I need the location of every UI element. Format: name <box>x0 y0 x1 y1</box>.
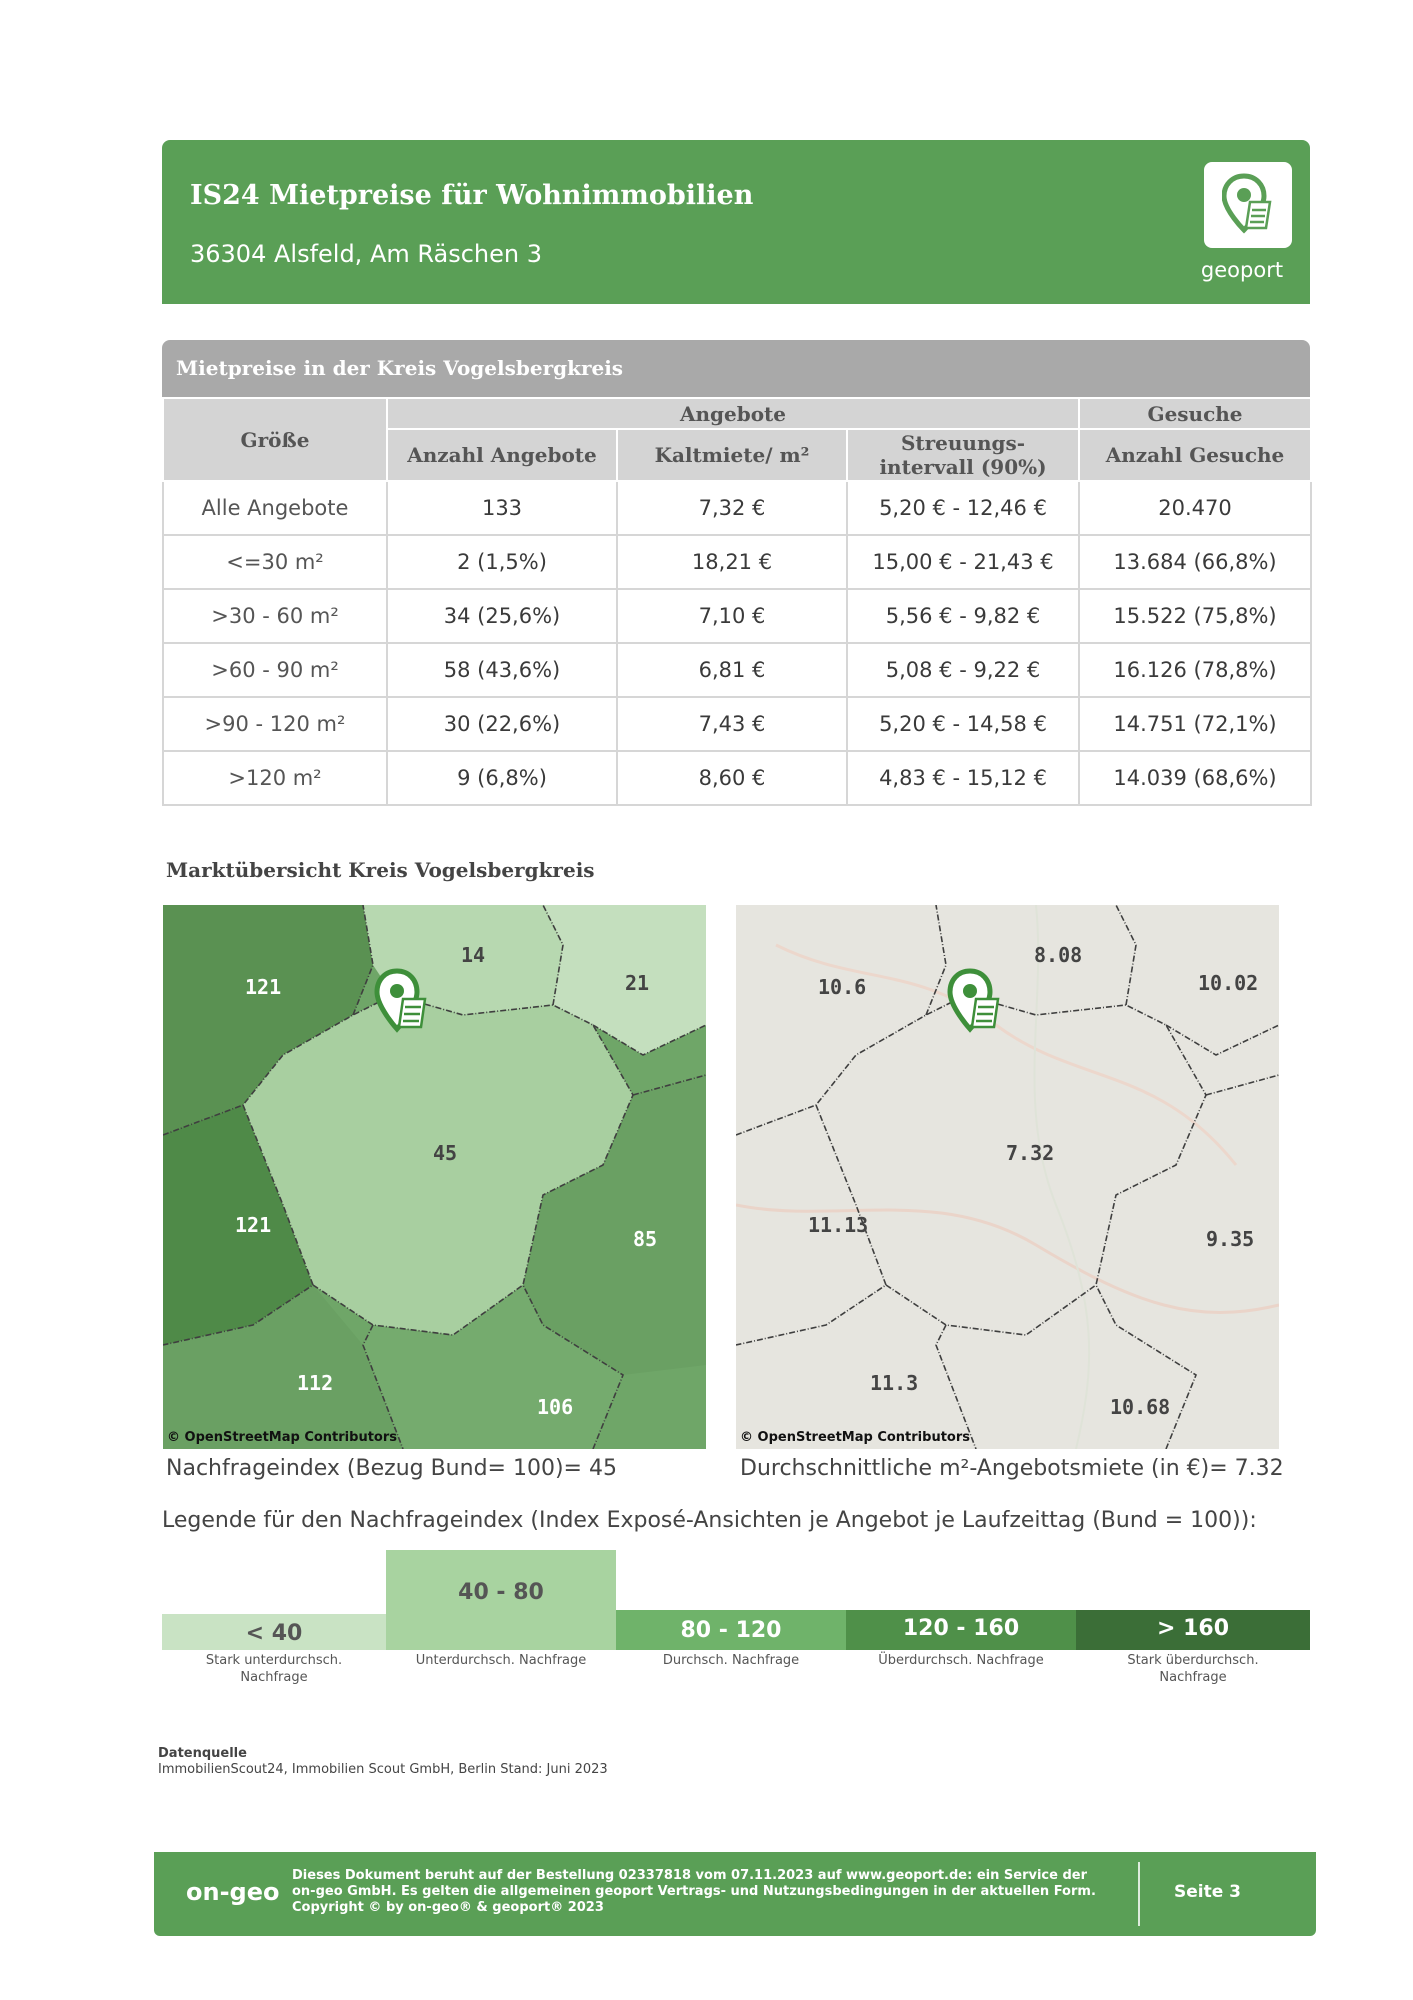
page-number: Seite 3 <box>1174 1882 1242 1902</box>
map-label: 9.35 <box>1206 1227 1255 1251</box>
col-streuung-line1: Streuungs- <box>900 431 1026 455</box>
col-kaltmiete: Kaltmiete/ m² <box>617 429 847 481</box>
report-address: 36304 Alsfeld, Am Räschen 3 <box>190 240 543 268</box>
source-heading: Datenquelle <box>158 1746 247 1761</box>
cell-streuung: 5,20 € - 14,58 € <box>847 697 1079 751</box>
legend-title: Legende für den Nachfrageindex (Index Exposé-Ansichten je Angebot je Laufzeittag (Bund = 100)): <box>162 1508 1257 1533</box>
map-label: 85 <box>633 1227 658 1251</box>
demand-index-map <box>163 905 706 1449</box>
table-caption: Mietpreise in der Kreis Vogelsbergkreis <box>162 340 1310 397</box>
table-row <box>163 751 1311 805</box>
legend-range: < 40 <box>245 1621 303 1646</box>
legend-segment <box>616 1610 846 1650</box>
location-pin-icon <box>373 967 429 1039</box>
cell-kaltmiete: 7,10 € <box>617 589 847 643</box>
map-label: 11.3 <box>870 1371 919 1395</box>
legend-segment <box>162 1614 386 1650</box>
average-rent-caption: Durchschnittliche m²-Angebotsmiete (in €)= 7.32 <box>740 1456 1284 1481</box>
cell-gesuche: 14.039 (68,6%) <box>1079 751 1311 805</box>
cell-streuung: 5,08 € - 9,22 € <box>847 643 1079 697</box>
map-label: 10.6 <box>818 975 867 999</box>
cell-kaltmiete: 18,21 € <box>617 535 847 589</box>
cell-groesse: <=30 m² <box>163 535 387 589</box>
cell-gesuche: 15.522 (75,8%) <box>1079 589 1311 643</box>
cell-angebote: 58 (43,6%) <box>387 643 617 697</box>
group-angebote: Angebote <box>387 398 1079 429</box>
map-label: 45 <box>433 1141 458 1165</box>
osm-credit: © OpenStreetMap Contributors <box>740 1430 970 1445</box>
cell-groesse: >120 m² <box>163 751 387 805</box>
col-anzahl-angebote: Anzahl Angebote <box>387 429 617 481</box>
cell-kaltmiete: 7,32 € <box>617 481 847 535</box>
page-footer <box>154 1852 1316 1936</box>
cell-angebote: 9 (6,8%) <box>387 751 617 805</box>
cell-angebote: 34 (25,6%) <box>387 589 617 643</box>
map-label: 121 <box>245 975 282 999</box>
cell-groesse: >90 - 120 m² <box>163 697 387 751</box>
geoport-logo-text: geoport <box>1200 258 1284 282</box>
cell-gesuche: 16.126 (78,8%) <box>1079 643 1311 697</box>
map-label: 21 <box>625 971 650 995</box>
map-label: 10.02 <box>1198 971 1259 995</box>
table-row <box>163 643 1311 697</box>
map-label: 121 <box>235 1213 272 1237</box>
legend-range: 40 - 80 <box>458 1580 544 1605</box>
cell-angebote: 2 (1,5%) <box>387 535 617 589</box>
cell-groesse: >30 - 60 m² <box>163 589 387 643</box>
map-label: 14 <box>461 943 486 967</box>
legend-desc: Durchsch. Nachfrage <box>662 1653 800 1668</box>
rent-price-table <box>162 340 1310 806</box>
cell-kaltmiete: 7,43 € <box>617 697 847 751</box>
map-label: 8.08 <box>1034 943 1083 967</box>
table-row <box>163 481 1311 535</box>
demand-index-caption: Nachfrageindex (Bezug Bund= 100)= 45 <box>166 1456 617 1481</box>
map-label: 10.68 <box>1110 1395 1171 1419</box>
legend-desc: Überdurchsch. Nachfrage <box>878 1653 1044 1668</box>
map-pin-icon <box>1222 172 1274 238</box>
cell-kaltmiete: 6,81 € <box>617 643 847 697</box>
location-pin-icon <box>946 967 1002 1039</box>
legend-range: 80 - 120 <box>680 1618 782 1643</box>
col-streuung <box>847 429 1079 481</box>
group-gesuche: Gesuche <box>1079 398 1311 429</box>
map-label: 11.13 <box>808 1213 869 1237</box>
cell-angebote: 133 <box>387 481 617 535</box>
on-geo-logo: on-geo <box>186 1878 280 1906</box>
col-streuung-line2: intervall (90%) <box>879 455 1047 479</box>
legal-notice: Dieses Dokument beruht auf der Bestellung 02337818 vom 07.11.2023 auf www.geoport.de: ein Service der on-geo GmbH. Es gelten die allgemeinen geoport Vertrags- und Nutzungsbedingungen in der aktuellen Form. Copyright © by on-geo® & geoport® 2023 <box>292 1868 1096 1915</box>
source-text: ImmobilienScout24, Immobilien Scout GmbH, Berlin Stand: Juni 2023 <box>158 1762 608 1777</box>
legend-segment <box>386 1550 616 1650</box>
cell-streuung: 4,83 € - 15,12 € <box>847 751 1079 805</box>
map-label: 112 <box>297 1371 334 1395</box>
cell-gesuche: 13.684 (66,8%) <box>1079 535 1311 589</box>
table-row <box>163 589 1311 643</box>
legend-range: 120 - 160 <box>902 1616 1020 1641</box>
geoport-logo <box>1204 162 1292 248</box>
legend-desc: Stark überdurchsch. Nachfrage <box>1127 1653 1259 1685</box>
cell-groesse: Alle Angebote <box>163 481 387 535</box>
average-rent-map <box>736 905 1279 1449</box>
osm-credit: © OpenStreetMap Contributors <box>167 1430 397 1445</box>
cell-gesuche: 14.751 (72,1%) <box>1079 697 1311 751</box>
legend-desc: Unterdurchsch. Nachfrage <box>415 1653 587 1668</box>
demand-legend <box>162 1550 1310 1700</box>
report-header <box>162 140 1310 304</box>
legend-segment <box>1076 1610 1310 1650</box>
legend-segment <box>846 1610 1076 1650</box>
table-row <box>163 697 1311 751</box>
table-row <box>163 535 1311 589</box>
legend-desc: Stark unterdurchsch. Nachfrage <box>205 1653 343 1685</box>
map-label: 7.32 <box>1006 1141 1055 1165</box>
cell-streuung: 5,56 € - 9,82 € <box>847 589 1079 643</box>
col-anzahl-gesuche: Anzahl Gesuche <box>1079 429 1311 481</box>
cell-gesuche: 20.470 <box>1079 481 1311 535</box>
cell-groesse: >60 - 90 m² <box>163 643 387 697</box>
cell-angebote: 30 (22,6%) <box>387 697 617 751</box>
map-label: 106 <box>537 1395 574 1419</box>
report-title: IS24 Mietpreise für Wohnimmobilien <box>190 180 754 211</box>
cell-streuung: 15,00 € - 21,43 € <box>847 535 1079 589</box>
cell-kaltmiete: 8,60 € <box>617 751 847 805</box>
legend-range: > 160 <box>1156 1616 1229 1641</box>
rent-table <box>162 397 1312 806</box>
cell-streuung: 5,20 € - 12,46 € <box>847 481 1079 535</box>
footer-divider <box>1138 1862 1140 1926</box>
col-groesse: Größe <box>163 398 387 481</box>
market-section-title: Marktübersicht Kreis Vogelsbergkreis <box>166 858 595 882</box>
